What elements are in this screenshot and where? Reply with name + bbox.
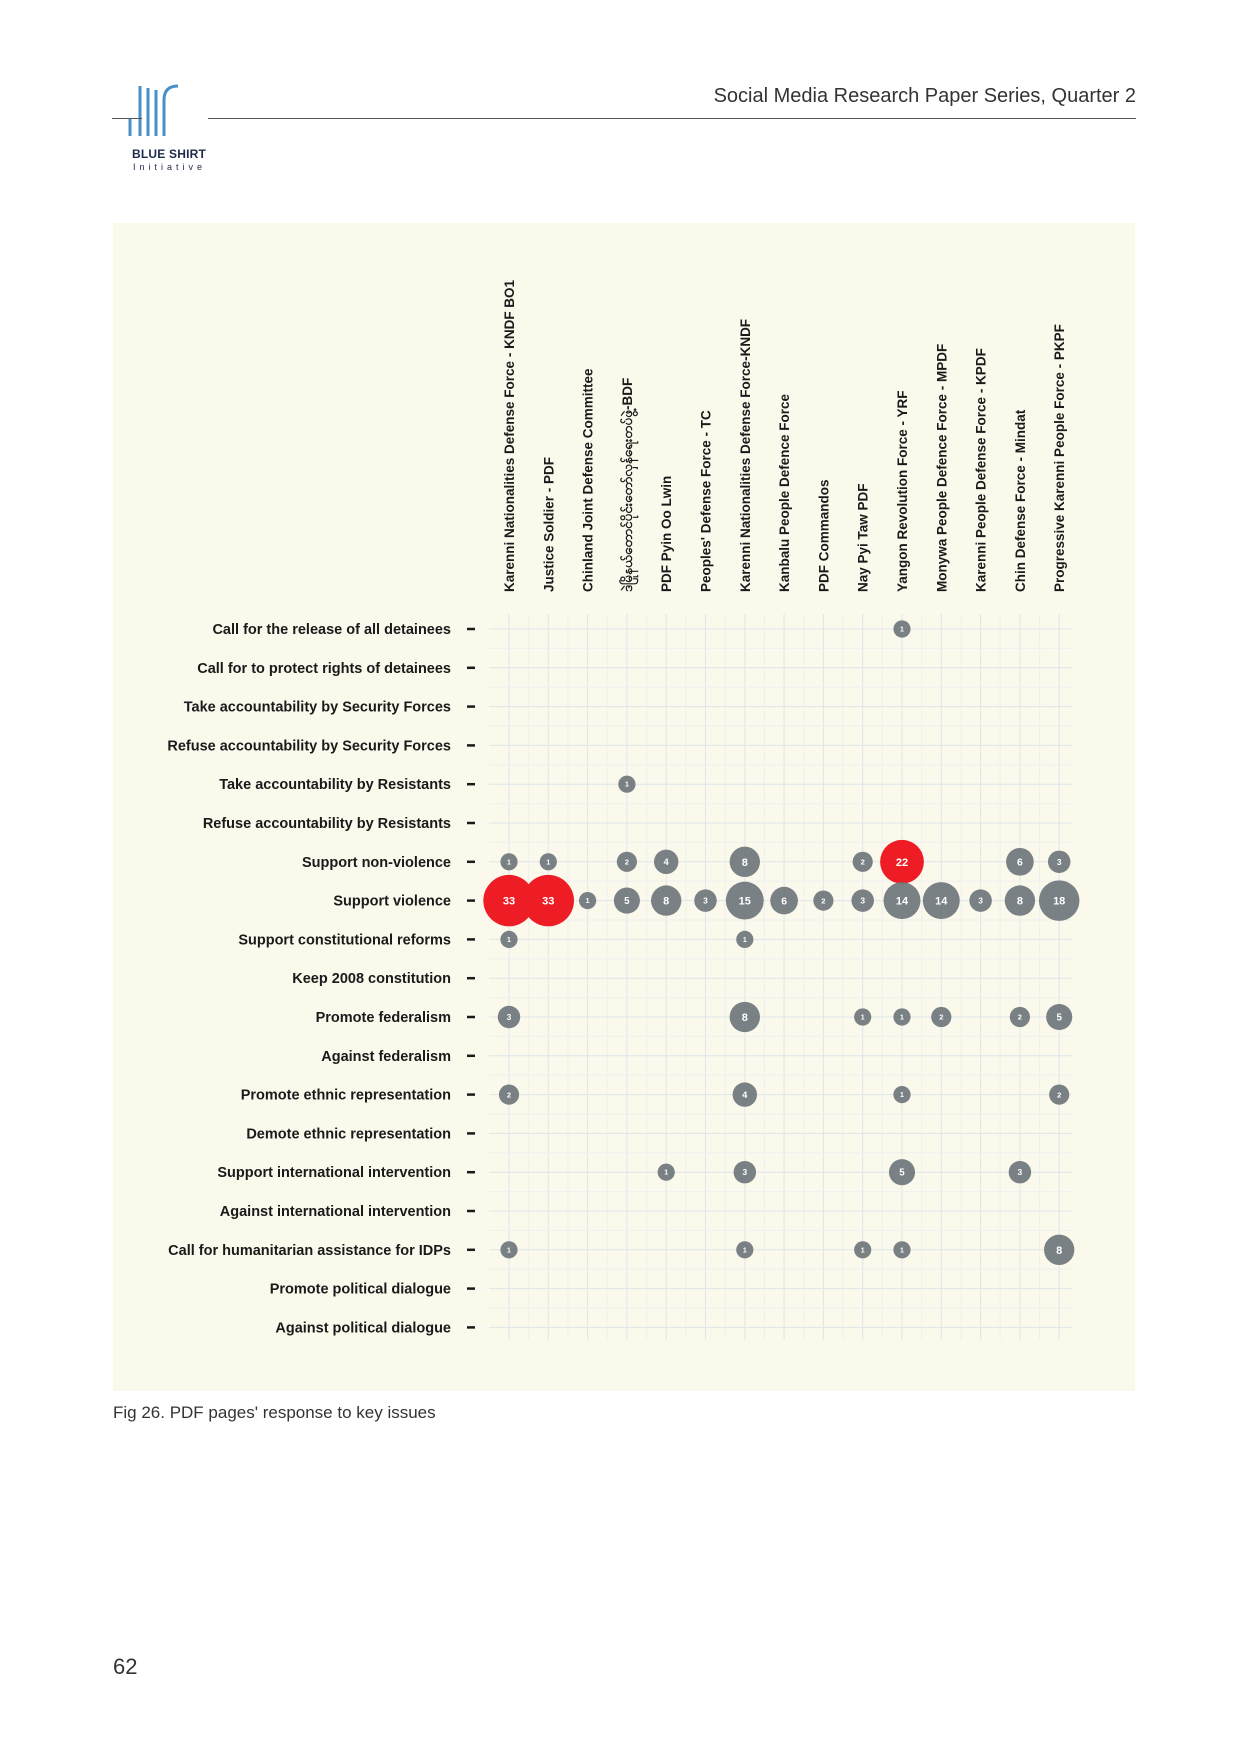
row-label: Promote ethnic representation xyxy=(240,1087,451,1104)
bubble-label: 2 xyxy=(506,1090,512,1100)
bubble-label: 1 xyxy=(742,936,747,944)
row-label: Support non-violence xyxy=(301,854,451,871)
bubble-label: 5 xyxy=(624,896,630,908)
row-label: Against federalism xyxy=(321,1048,451,1065)
row-label: Promote political dialogue xyxy=(269,1281,451,1298)
header-rule-left xyxy=(112,118,142,119)
column-label: Chin Defense Force - Mindat xyxy=(1012,409,1028,592)
bubble-label: 33 xyxy=(502,895,516,908)
bubble-label: 22 xyxy=(895,856,909,869)
column-label: Yangon Revolution Force - YRF xyxy=(895,390,910,592)
bubble-label: 3 xyxy=(1056,856,1062,867)
bubble-label: 6 xyxy=(1017,857,1023,869)
bubble-label: 1 xyxy=(546,859,551,867)
bubble-label: 1 xyxy=(900,1014,904,1022)
bubble-label: 3 xyxy=(742,1167,748,1178)
bubble-label: 3 xyxy=(978,895,983,906)
bubble-label: 8 xyxy=(663,895,670,908)
bubble-label: 1 xyxy=(900,1092,904,1100)
row-label: Keep 2008 constitution xyxy=(292,971,451,988)
bubble-label: 5 xyxy=(1056,1012,1062,1024)
column-label: ဒဲမြိုနယ်တောင်ပိုင်းတော်လှန်ရေးတပ်ဖွဲ့-BDF xyxy=(619,377,635,592)
row-label: Refuse accountability by Resistants xyxy=(202,816,451,832)
bubble-label: 1 xyxy=(507,936,511,944)
column-label: Justice Soldier - PDF xyxy=(541,456,557,592)
bubble-label: 1 xyxy=(507,1247,511,1255)
bubble-label: 2 xyxy=(821,896,826,906)
bubble-label: 2 xyxy=(1057,1090,1062,1100)
bubble-label: 4 xyxy=(663,857,669,868)
bubble-label: 8 xyxy=(741,1011,748,1024)
row-label: Demote ethnic representation xyxy=(246,1126,451,1143)
bubble-label: 33 xyxy=(542,895,555,908)
row-label: Against international intervention xyxy=(219,1204,451,1220)
column-label: Karenni People Defense Force - KPDF xyxy=(973,348,989,592)
bubble-label: 14 xyxy=(895,895,909,908)
series-title: Social Media Research Paper Series, Quarter 2 xyxy=(713,85,1136,107)
bubble-label: 2 xyxy=(1017,1012,1023,1022)
bubble-label: 1 xyxy=(624,781,629,789)
bubble-label: 2 xyxy=(624,857,630,867)
bubble-label: 3 xyxy=(1017,1167,1023,1178)
bubble-label: 14 xyxy=(935,895,948,908)
column-label: Nay Pyi Taw PDF xyxy=(855,483,871,592)
bubble-label: 6 xyxy=(781,896,787,908)
row-label: Call for humanitarian assistance for IDPs xyxy=(168,1242,451,1259)
header-rule xyxy=(208,118,1136,119)
bubble-label: 1 xyxy=(742,1247,747,1255)
column-label: PDF Commandos xyxy=(816,479,832,592)
column-label: Progressive Karenni People Force - PKPF xyxy=(1052,324,1068,592)
bubble-label: 5 xyxy=(899,1167,905,1179)
bubble-label: 1 xyxy=(664,1169,669,1177)
logo-text: BLUE SHIRT xyxy=(132,147,206,161)
row-label: Call for the release of all detainees xyxy=(212,622,451,638)
bubble-label: 4 xyxy=(742,1089,748,1100)
column-label: PDF Pyin Oo Lwin xyxy=(659,475,675,592)
bubble-label: 3 xyxy=(506,1012,512,1023)
figure-caption: Fig 26. PDF pages' response to key issues xyxy=(113,1403,436,1422)
column-label: Peoples' Defense Force - TC xyxy=(698,410,714,592)
bubble-label: 8 xyxy=(1056,1244,1063,1257)
column-label: Monywa People Defence Force - MPDF xyxy=(934,343,950,592)
bubble-chart xyxy=(113,223,1135,1391)
row-label: Call for to protect rights of detainees xyxy=(197,660,451,677)
bubble-label: 18 xyxy=(1053,895,1066,908)
bubble-label: 2 xyxy=(860,857,865,867)
row-label: Support violence xyxy=(333,893,451,910)
bubble-label: 1 xyxy=(900,626,904,634)
row-label: Promote federalism xyxy=(315,1010,451,1026)
bubble-label: 3 xyxy=(703,895,708,906)
figure-panel xyxy=(113,223,1135,1391)
column-label: Kanbalu People Defence Force xyxy=(777,393,793,592)
row-label: Refuse accountability by Security Forces xyxy=(167,738,451,755)
bubble-label: 2 xyxy=(939,1012,944,1022)
bubble-label: 8 xyxy=(741,856,748,869)
row-label: Take accountability by Resistants xyxy=(219,777,451,794)
column-label: Chinland Joint Defense Committee xyxy=(580,368,596,592)
column-label: Karenni Nationalities Defense Force-KNDF xyxy=(737,318,753,592)
bubble-label: 15 xyxy=(738,895,751,908)
bubble-label: 1 xyxy=(860,1014,865,1022)
column-label: Karenni Nationalities Defense Force - KNDF BO1 xyxy=(502,279,517,592)
logo-subtext: Initiative xyxy=(133,162,207,172)
row-label: Support international intervention xyxy=(217,1165,451,1182)
row-label: Against political dialogue xyxy=(275,1320,451,1337)
bubble-label: 3 xyxy=(860,895,866,906)
bubble-label: 1 xyxy=(585,898,590,906)
bubble-label: 1 xyxy=(507,859,511,867)
row-label: Take accountability by Security Forces xyxy=(183,699,451,716)
bubble-label: 1 xyxy=(860,1247,865,1255)
bubble-label: 8 xyxy=(1016,895,1023,908)
row-label: Support constitutional reforms xyxy=(238,932,451,949)
page-number: 62 xyxy=(113,1654,138,1679)
bubble-label: 1 xyxy=(900,1247,904,1255)
